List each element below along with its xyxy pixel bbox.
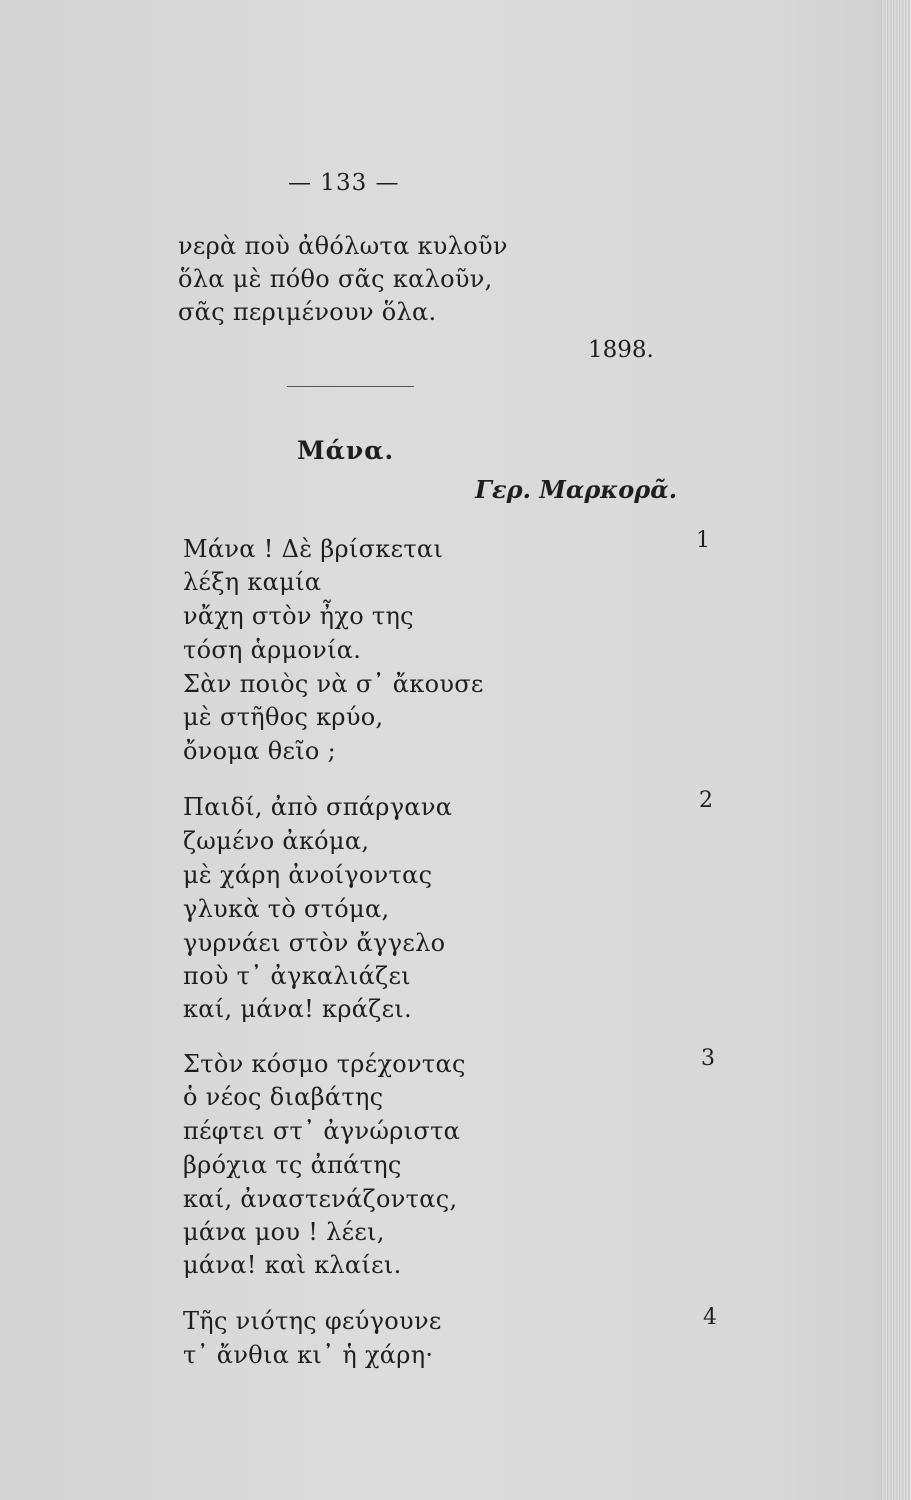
verse-line: μὲ στῆθος κρύο, xyxy=(183,703,384,731)
verse-line: Σὰν ποιὸς νὰ σ᾽ ἄκουσε xyxy=(183,670,484,698)
verse-line: Μάνα ! Δὲ βρίσκεται xyxy=(183,535,444,563)
verse-line: γυρνάει στὸν ἄγγελο xyxy=(183,929,446,957)
page-edge xyxy=(881,0,911,1500)
verse-line: τ᾽ ἄνθια κι᾽ ἡ χάρη· xyxy=(183,1341,434,1369)
verse-line: μὲ χάρη ἀνοίγοντας xyxy=(183,861,433,889)
verse-line: μάνα! καὶ κλαίει. xyxy=(183,1251,402,1279)
verse-line: λέξη καμία xyxy=(183,568,322,596)
section-divider xyxy=(287,386,414,387)
verse-line: Τῆς νιότης φεύγουνε xyxy=(183,1307,442,1335)
continuation-line: σᾶς περιμένουν ὅλα. xyxy=(178,298,437,326)
stanza-number: 3 xyxy=(701,1046,715,1071)
page-number: — 133 — xyxy=(288,170,400,196)
verse-line: γλυκὰ τὸ στόμα, xyxy=(183,895,390,923)
verse-line: τόση ἁρμονία. xyxy=(183,636,362,664)
stanza-number: 2 xyxy=(699,788,713,813)
verse-line: ὄνομα θεῖο ; xyxy=(183,737,336,765)
poem-date: 1898. xyxy=(588,337,654,363)
verse-line: νἄχη στὸν ἦχο της xyxy=(183,602,414,630)
poem-title: Μάνα. xyxy=(297,436,395,465)
verse-line: καί, μάνα! κράζει. xyxy=(183,995,412,1023)
verse-line: Στὸν κόσμο τρέχοντας xyxy=(183,1050,466,1078)
poem-author: Γερ. Μαρκορᾶ. xyxy=(475,475,678,504)
stanza-number: 4 xyxy=(703,1305,717,1330)
verse-line: βρόχια τς ἀπάτης xyxy=(183,1151,402,1179)
continuation-line: νερὰ ποὺ ἀθόλωτα κυλοῦν xyxy=(178,232,508,260)
verse-line: μάνα μου ! λέει, xyxy=(183,1218,385,1246)
verse-line: ὁ νέος διαβάτης xyxy=(183,1083,384,1111)
continuation-line: ὅλα μὲ πόθο σᾶς καλοῦν, xyxy=(178,265,493,293)
verse-line: καί, ἀναστενάζοντας, xyxy=(183,1185,458,1213)
verse-line: ζωμένο ἀκόμα, xyxy=(183,827,370,855)
verse-line: Παιδί, ἀπὸ σπάργανα xyxy=(183,793,453,821)
stanza-number: 1 xyxy=(696,528,710,553)
verse-line: ποὺ τ᾽ ἀγκαλιάζει xyxy=(183,962,411,990)
verse-line: πέφτει στ᾽ ἀγνώριστα xyxy=(183,1117,461,1145)
